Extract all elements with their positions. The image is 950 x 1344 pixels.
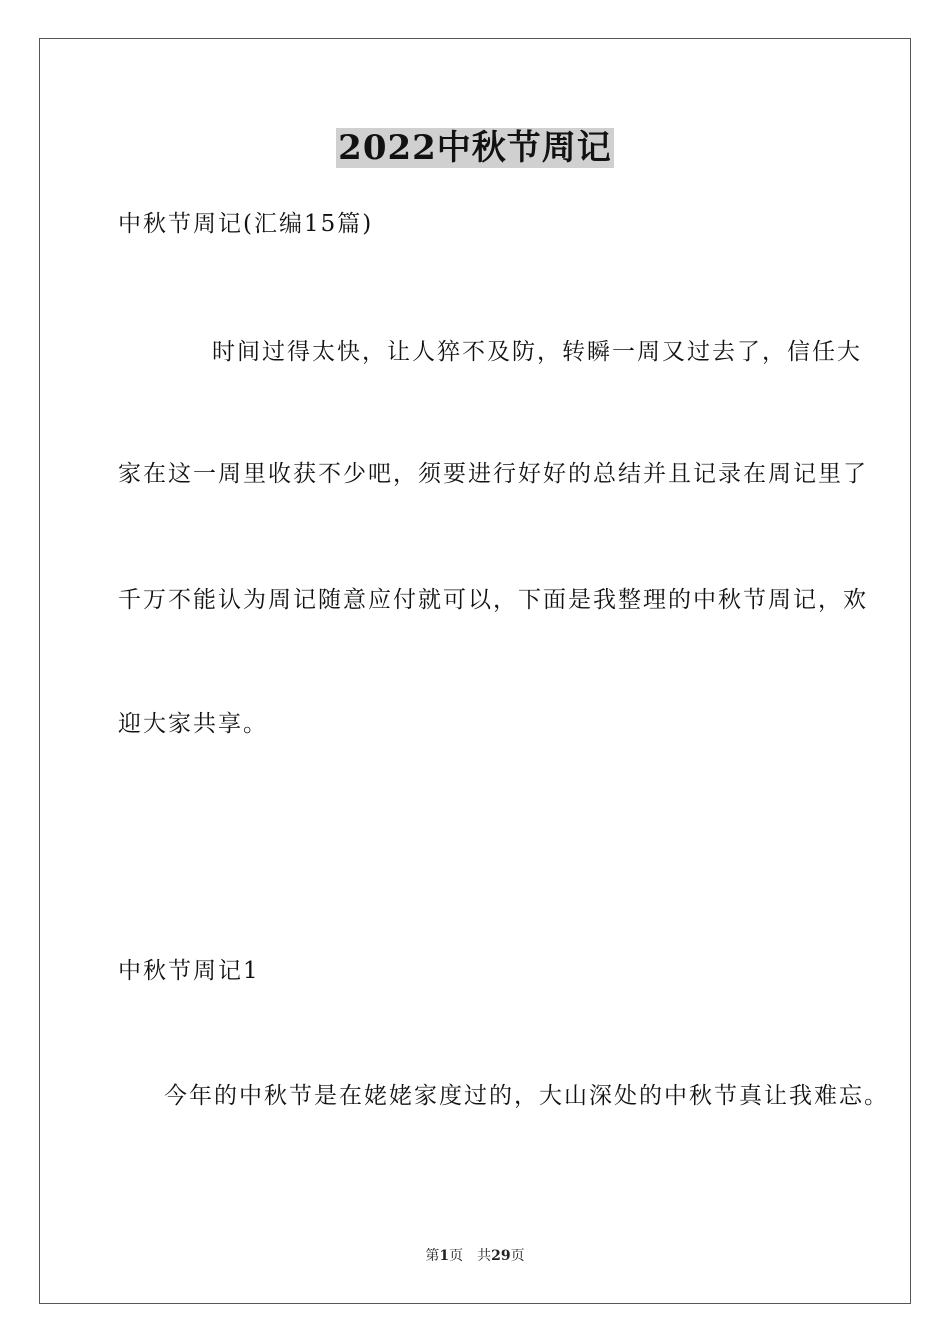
page-suffix: 页 bbox=[449, 1248, 464, 1264]
intro-line-4: 迎大家共享。 bbox=[118, 711, 268, 737]
intro-line-3: 千万不能认为周记随意应付就可以，下面是我整理的中秋节周记，欢 bbox=[118, 587, 868, 613]
page-footer bbox=[0, 1246, 950, 1266]
total-suffix: 页 bbox=[510, 1248, 525, 1264]
document-subtitle: 中秋节周记(汇编15篇) bbox=[118, 211, 374, 237]
section-heading: 中秋节周记1 bbox=[118, 958, 260, 984]
intro-line-1: 时间过得太快，让人猝不及防，转瞬一周又过去了，信任大 bbox=[212, 339, 862, 365]
total-prefix: 共 bbox=[477, 1248, 492, 1264]
section-first-line: 今年的中秋节是在姥姥家度过的，大山深处的中秋节真让我难忘。 bbox=[164, 1083, 889, 1109]
intro-line-2: 家在这一周里收获不少吧，须要进行好好的总结并且记录在周记里了 bbox=[118, 461, 868, 487]
page-current: 1 bbox=[439, 1248, 450, 1264]
document-title bbox=[0, 126, 950, 170]
document-title-text: 2022中秋节周记 bbox=[338, 128, 612, 168]
total-pages: 29 bbox=[491, 1248, 511, 1264]
page-prefix: 第 bbox=[425, 1248, 440, 1264]
